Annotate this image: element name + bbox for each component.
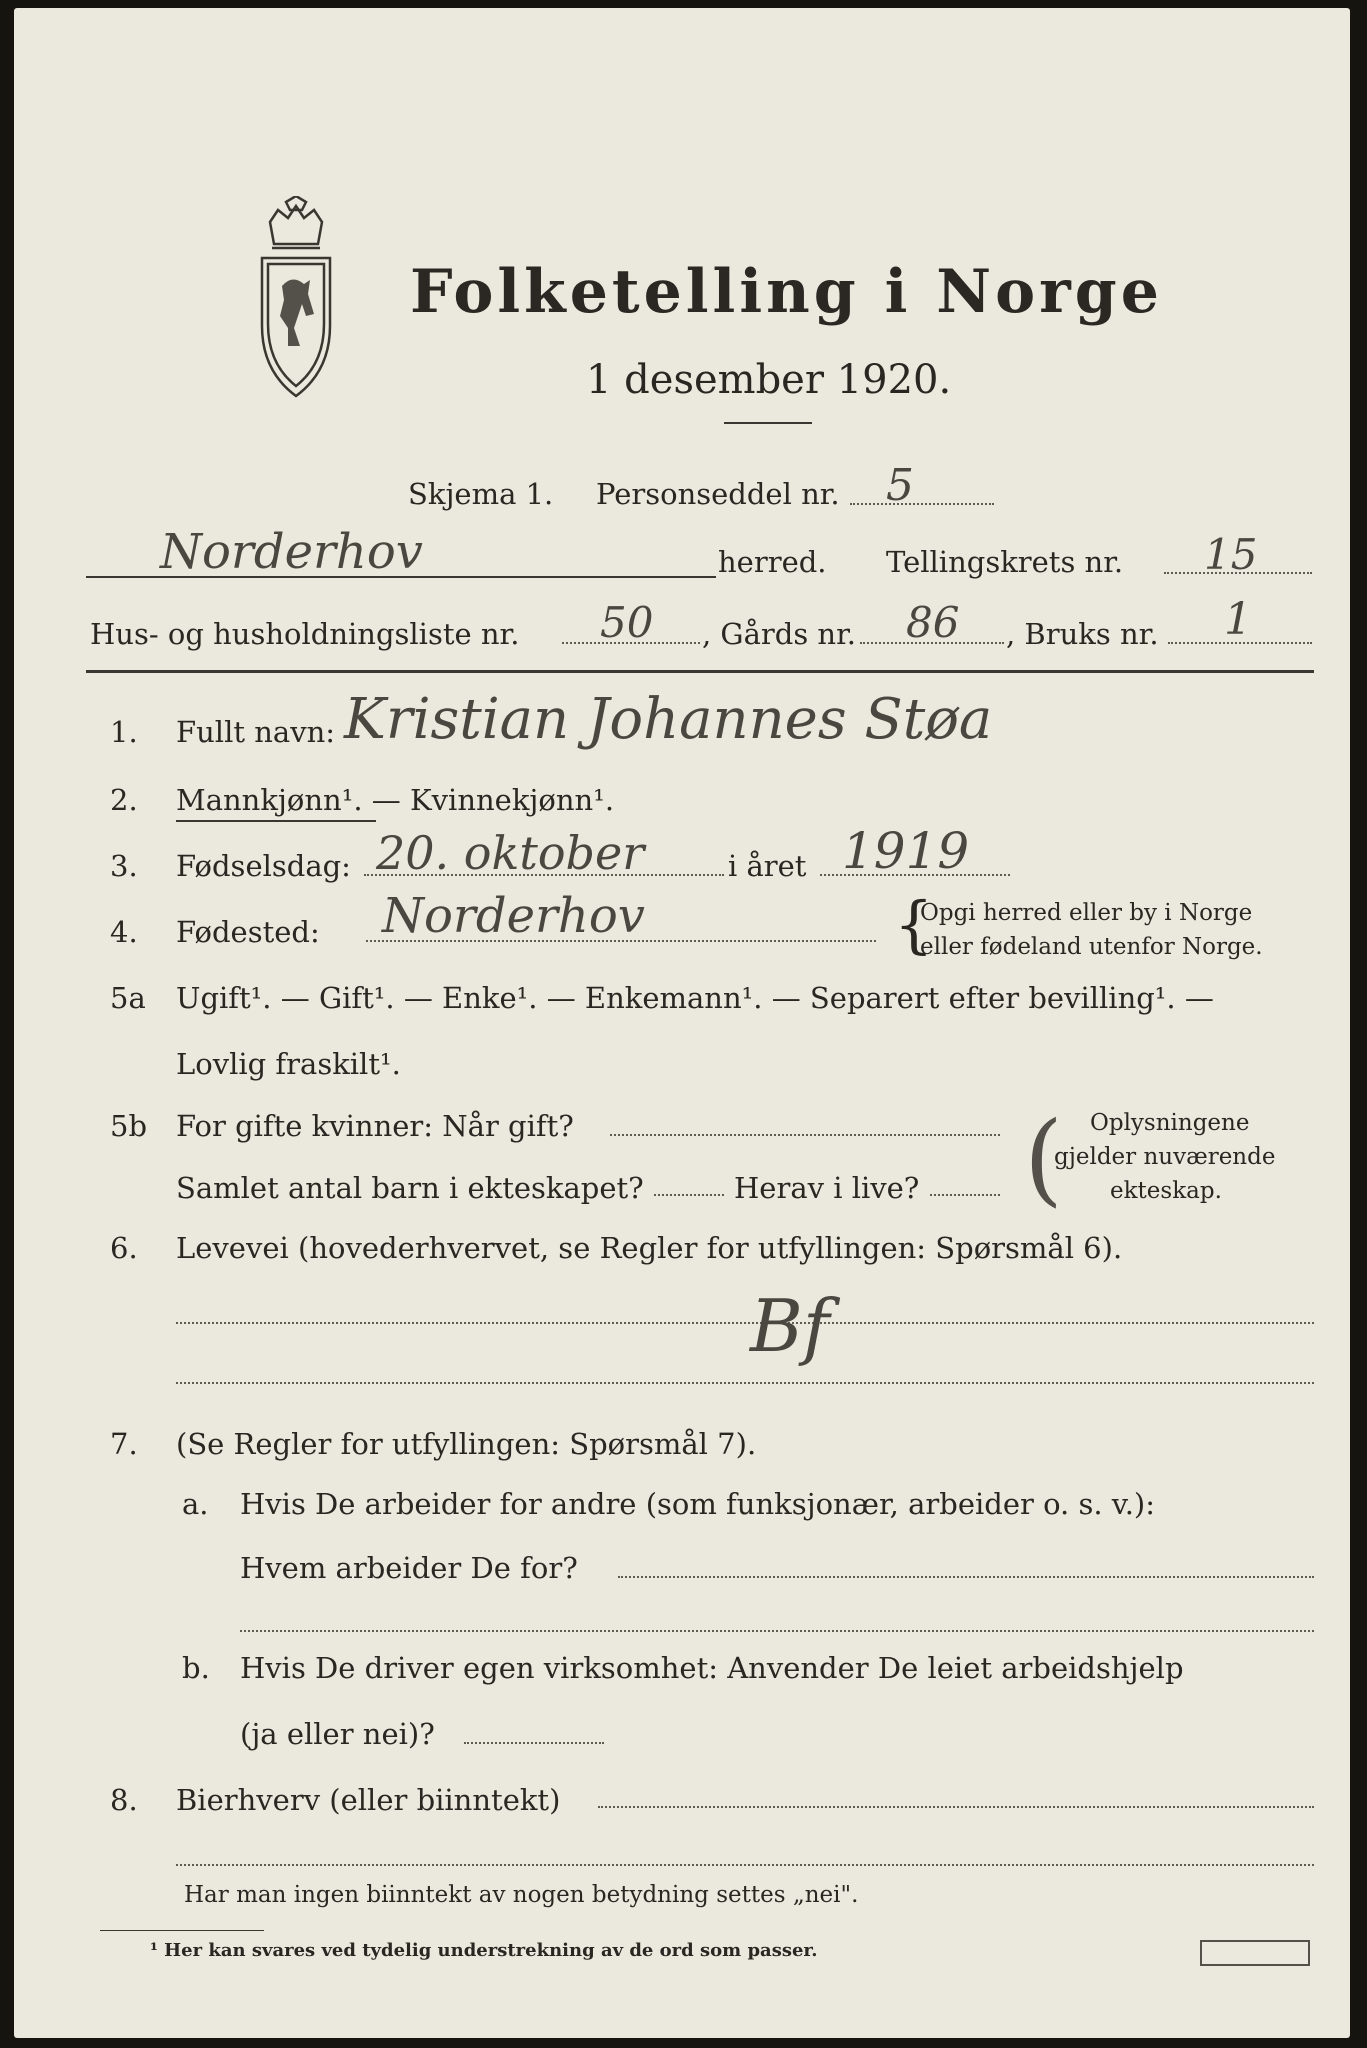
birthplace-value[interactable]: Norderhov (382, 888, 645, 944)
q7a-line-1: Hvis De arbeider for andre (som funksjonær, arbeider o. s. v.): (240, 1487, 1156, 1521)
personseddel-line (850, 503, 994, 505)
q7b-line-2: (ja eller nei)? (240, 1717, 435, 1751)
mannkjonn-underline (176, 820, 376, 822)
q7a-line-2: Hvem arbeider De for? (240, 1551, 578, 1585)
q5a-line-2: Lovlig fraskilt¹. (176, 1047, 401, 1081)
hus-value[interactable]: 50 (600, 598, 654, 647)
printer-stamp (1200, 1940, 1310, 1966)
personseddel-label: Personseddel nr. (596, 477, 840, 511)
herred-value[interactable]: Norderhov (160, 524, 423, 580)
q3-number: 3. (110, 849, 138, 883)
year-label: i året (728, 849, 807, 883)
q7-number: 7. (110, 1427, 138, 1461)
q4-number: 4. (110, 915, 138, 949)
coat-of-arms-icon (248, 196, 344, 406)
q5b-alive-label: Herav i live? (734, 1171, 920, 1205)
year-value[interactable]: 1919 (842, 822, 970, 880)
q6-number: 6. (110, 1231, 138, 1265)
q8-note: Har man ingen biinntekt av nogen betydning settes „nei". (184, 1882, 859, 1908)
q7-label: (Se Regler for utfyllingen: Spørsmål 7). (176, 1427, 757, 1461)
hus-label: Hus- og husholdningsliste nr. (90, 617, 520, 651)
occupation-line-1 (176, 1322, 1314, 1324)
q2-number: 2. (110, 783, 138, 817)
children-line (654, 1194, 724, 1196)
side-income-line-1 (598, 1806, 1314, 1808)
personseddel-value[interactable]: 5 (886, 460, 914, 511)
q7b-letter: b. (182, 1651, 210, 1685)
alive-line (930, 1194, 1000, 1196)
employer-line-2 (240, 1630, 1314, 1632)
q6-label: Levevei (hovederhvervet, se Regler for utfyllingen: Spørsmål 6). (176, 1231, 1123, 1265)
bruks-label: , Bruks nr. (1006, 617, 1159, 651)
marriage-note-2: gjelder nuværende (1054, 1144, 1276, 1170)
marriage-note-1: Oplysningene (1090, 1110, 1250, 1136)
footnote-rule (100, 1930, 264, 1931)
gards-value[interactable]: 86 (906, 598, 960, 647)
q5a-number: 5a (110, 981, 146, 1015)
footnote: ¹ Her kan svares ved tydelig understrekning av de ord som passer. (150, 1940, 818, 1961)
occupation-line-2 (176, 1382, 1314, 1384)
herred-label: herred. (718, 545, 827, 579)
q4-label: Fødested: (176, 915, 320, 949)
q2-label: Mannkjønn¹. — Kvinnekjønn¹. (176, 783, 615, 817)
hired-help-line (464, 1742, 604, 1744)
q5b-line-1: For gifte kvinner: Når gift? (176, 1109, 574, 1143)
marriage-note-3: ekteskap. (1110, 1178, 1222, 1204)
side-income-line-2 (176, 1864, 1314, 1866)
q7b-line-1: Hvis De driver egen virksomhet: Anvender De leiet arbeidshjelp (240, 1651, 1184, 1685)
tellingskrets-value[interactable]: 15 (1204, 530, 1258, 579)
tellingskrets-label: Tellingskrets nr. (886, 545, 1124, 579)
q5a-line-1: Ugift¹. — Gift¹. — Enke¹. — Enkemann¹. — Separert efter bevilling¹. — (176, 981, 1214, 1015)
gards-label: , Gårds nr. (702, 617, 856, 651)
bruks-value[interactable]: 1 (1224, 594, 1252, 645)
note-brace: { (894, 888, 934, 961)
q8-label: Bierhverv (eller biinntekt) (176, 1783, 561, 1817)
q5b-number: 5b (110, 1109, 148, 1143)
q3-label: Fødselsdag: (176, 849, 351, 883)
occupation-value[interactable]: Bf (750, 1284, 830, 1368)
q7a-letter: a. (182, 1487, 209, 1521)
header-separator (86, 670, 1314, 673)
q1-number: 1. (110, 715, 138, 749)
q5b-children-label: Samlet antal barn i ekteskapet? (176, 1171, 644, 1205)
skjema-label: Skjema 1. (408, 477, 554, 511)
census-form (14, 8, 1350, 2038)
form-title: Folketelling i Norge (410, 257, 1163, 327)
q8-number: 8. (110, 1783, 138, 1817)
birthplace-note-2: eller fødeland utenfor Norge. (920, 934, 1263, 960)
marriage-note-brace: ( (1024, 1100, 1064, 1217)
q1-label: Fullt navn: (176, 715, 336, 749)
birthday-value[interactable]: 20. oktober (376, 826, 645, 880)
married-date-line (610, 1134, 1000, 1136)
full-name-value[interactable]: Kristian Johannes Støa (344, 687, 993, 752)
employer-line-1 (618, 1576, 1314, 1578)
title-divider (724, 422, 812, 424)
birthplace-note-1: Opgi herred eller by i Norge (920, 900, 1253, 926)
census-date: 1 desember 1920. (586, 357, 952, 403)
